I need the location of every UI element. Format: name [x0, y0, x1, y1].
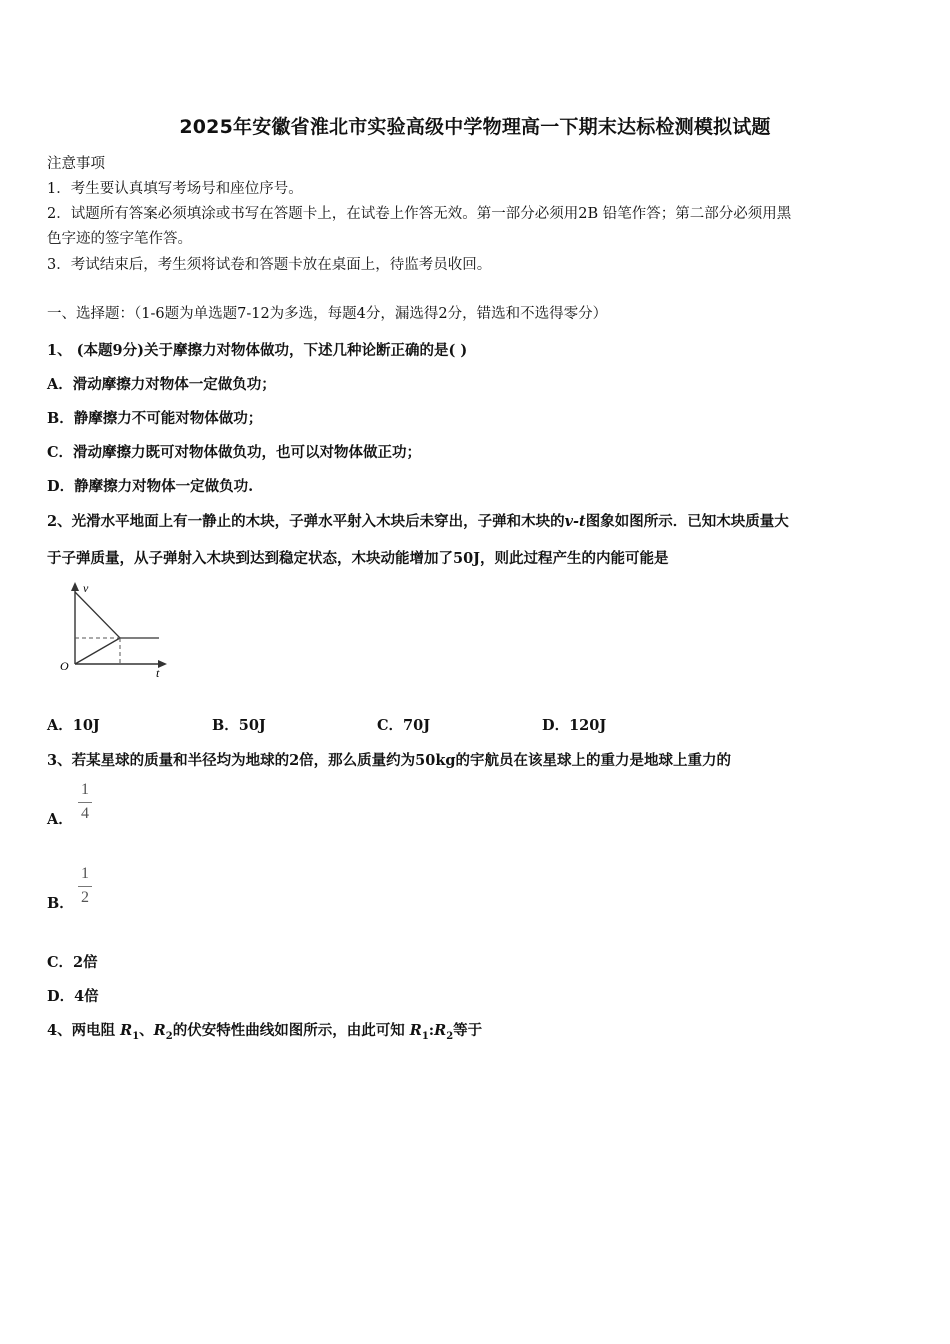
fraction-a-numerator: 1: [81, 781, 89, 798]
question-1-option-b: B．静摩擦力不可能对物体做功；: [47, 410, 263, 427]
symbol-r1-ratio: R: [409, 1022, 422, 1039]
symbol-r2-ratio: R: [434, 1022, 447, 1039]
question-2-option-b: B．50J: [212, 717, 266, 734]
notice-item-2: 2．试题所有答案必须填涂或书写在答题卡上，在试卷上作答无效。第一部分必须用2B 铅笔作答；第二部分必须用黑: [47, 206, 792, 222]
question-2-option-d: D．120J: [542, 717, 607, 734]
notice-item-1: 1．考生要认真填写考场号和座位序号。: [47, 181, 303, 197]
vt-graph-v-arrow: [71, 582, 79, 591]
symbol-r2: R: [153, 1022, 166, 1039]
question-1-option-a: A．滑动摩擦力对物体一定做负功；: [47, 376, 276, 393]
fraction-b-denominator: 2: [81, 889, 89, 906]
symbol-r2-sub: 2: [165, 1030, 173, 1042]
vt-graph-v-label: v: [83, 581, 89, 595]
question-2-stem-part2: 图象如图所示．已知木块质量大: [585, 513, 789, 530]
symbol-r1-sub: 1: [132, 1030, 140, 1042]
vt-graph-origin-label: O: [60, 659, 69, 673]
question-1-stem: 1、 (本题9分)关于摩擦力对物体做功，下述几种论断正确的是( ): [47, 342, 468, 359]
vt-graph-bullet-line: [75, 592, 120, 638]
question-2-stem-line2: 于子弹质量，从子弹射入木块到达到稳定状态，木块动能增加了50J，则此过程产生的内能可能是: [47, 550, 669, 567]
question-4-text-1: 4、两电阻: [47, 1022, 121, 1039]
fraction-a-bar: [78, 802, 92, 803]
section-heading: 一、选择题：（1-6题为单选题7-12为多选，每题4分，漏选得2分，错选和不选得零分）: [47, 306, 608, 322]
question-3-option-b-label: B．: [47, 895, 74, 912]
question-2-stem: [47, 510, 789, 531]
question-3-option-d: D．4倍: [47, 988, 99, 1005]
vt-graph-t-label: t: [156, 666, 160, 680]
question-3-option-a-label: A．: [47, 811, 73, 828]
symbol-r2-ratio-sub: 2: [446, 1030, 454, 1042]
notice-item-3: 3．考试结束后，考生须将试卷和答题卡放在桌面上，待监考员收回。: [47, 257, 492, 273]
fraction-a-denominator: 4: [81, 805, 89, 822]
fraction-one-half: [78, 865, 92, 907]
ratio-colon: :: [428, 1022, 435, 1039]
question-4-stem: [47, 1019, 482, 1042]
fraction-one-quarter: [78, 781, 92, 823]
page-title: 2025年安徽省淮北市实验高级中学物理高一下期末达标检测模拟试题: [179, 116, 771, 138]
question-3-option-c: C．2倍: [47, 954, 98, 971]
symbol-r1-ratio-sub: 1: [421, 1030, 429, 1042]
question-4-text-4: 等于: [453, 1022, 483, 1039]
symbol-r1: R: [120, 1022, 133, 1039]
question-4-text-2: 、: [139, 1022, 154, 1039]
question-3-stem: 3、若某星球的质量和半径均为地球的2倍，那么质量约为50kg的宇航员在该星球上的重力是地球上重力的: [47, 752, 732, 769]
vt-symbol: v-t: [564, 513, 586, 530]
vt-graph-block-line: [75, 638, 120, 664]
question-1-option-c: C．滑动摩擦力既可对物体做负功，也可以对物体做正功；: [47, 444, 422, 461]
vt-graph-t-arrow: [158, 660, 167, 668]
fraction-b-bar: [78, 886, 92, 887]
question-2-option-a: A．10J: [47, 717, 100, 734]
question-4-text-3: 的伏安特性曲线如图所示，由此可知: [172, 1022, 410, 1039]
question-2-option-c: C．70J: [377, 717, 431, 734]
vt-graph: [55, 578, 175, 682]
question-1-option-d: D．静摩擦力对物体一定做负功.: [47, 478, 254, 495]
notice-heading: 注意事项: [47, 156, 105, 172]
notice-item-2-cont: 色字迹的签字笔作答。: [47, 231, 192, 247]
question-2-stem-part1: 2、光滑水平地面上有一静止的木块，子弹水平射入木块后未穿出，子弹和木块的: [47, 513, 565, 530]
fraction-b-numerator: 1: [81, 865, 89, 882]
